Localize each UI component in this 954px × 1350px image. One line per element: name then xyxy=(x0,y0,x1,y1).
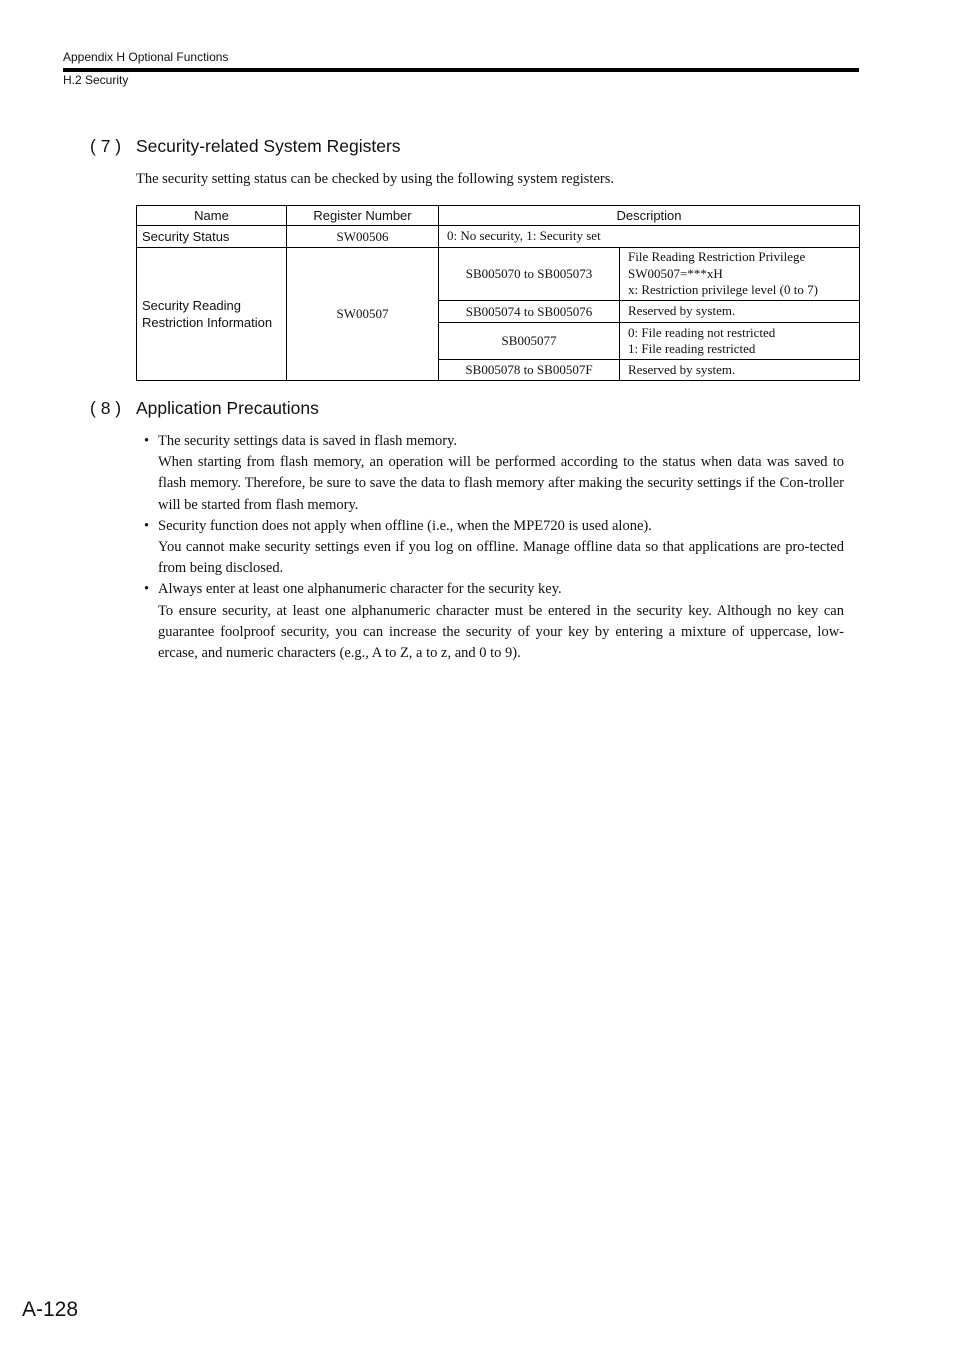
bullet-lead: Security function does not apply when offline (i.e., when the MPE720 is used alone). xyxy=(158,517,652,534)
cell-bit-range: SB005077 xyxy=(439,323,620,360)
section-7-number: ( 7 ) xyxy=(90,136,122,156)
description-line: 0: File reading not restricted xyxy=(628,324,776,340)
cell-bit-range: SB005074 to SB005076 xyxy=(439,301,620,323)
section-8-title: Application Precautions xyxy=(136,398,319,418)
description-line: x: Restriction privilege level (0 to 7) xyxy=(628,282,818,298)
section-7-title: Security-related System Registers xyxy=(136,136,401,156)
bullet-body: You cannot make security settings even if you log on offline. Manage offline data so that applications are pro-tected from being disclosed. xyxy=(158,539,844,577)
cell-name xyxy=(137,248,287,381)
cell-bit-range: SB005078 to SB00507F xyxy=(439,360,620,381)
description-line: SW00507=***xH xyxy=(628,265,723,281)
section-8-heading xyxy=(90,398,319,419)
bullet-lead: The security settings data is saved in flash memory. xyxy=(158,433,458,449)
precautions-list xyxy=(144,431,844,664)
column-header-description: Description xyxy=(439,206,860,226)
cell-name: Security Status xyxy=(137,226,287,248)
cell-bit-description xyxy=(620,360,860,381)
bullet-icon: • xyxy=(144,433,150,449)
cell-name-line: Restriction Information xyxy=(142,315,273,330)
page-number: A-128 xyxy=(22,1298,79,1321)
table-header-row xyxy=(137,206,860,226)
list-item xyxy=(144,579,844,664)
list-item xyxy=(144,431,844,516)
cell-bit-description xyxy=(620,323,860,360)
description-line: Reserved by system. xyxy=(628,303,736,319)
column-header-name: Name xyxy=(137,206,287,226)
bullet-body: When starting from flash memory, an operation will be performed according to the status when data was saved to flash memory. Therefore, be sure to save the data to flash memory after making the security settings if the Con-troller will be started from flash memory. xyxy=(158,454,844,513)
list-item xyxy=(144,516,844,580)
description-line: 1: File reading restricted xyxy=(628,341,756,356)
cell-register: SW00507 xyxy=(287,248,439,381)
bullet-icon: • xyxy=(144,517,150,534)
cell-bit-description xyxy=(620,301,860,323)
section-7-heading xyxy=(90,136,401,157)
system-registers-table xyxy=(136,205,860,381)
bullet-icon: • xyxy=(144,581,150,598)
header-chapter: Appendix H Optional Functions xyxy=(63,50,229,64)
cell-name-line: Security Reading xyxy=(142,298,241,313)
description-line: File Reading Restriction Privilege xyxy=(628,249,806,265)
table-row xyxy=(137,248,860,301)
cell-register: SW00506 xyxy=(287,226,439,248)
section-7-intro: The security setting status can be checked by using the following system registers. xyxy=(136,171,614,187)
description-line: Reserved by system. xyxy=(628,361,736,377)
header-rule xyxy=(63,68,859,72)
bullet-body: To ensure security, at least one alphanumeric character must be entered in the security key. Although no key can guarantee foolproof security, you can increase the security of your key by entering a mixture of uppercase, low-ercase, and numeric characters (e.g., A to Z, a to z, and 0 to 9). xyxy=(158,602,844,662)
cell-description: 0: No security, 1: Security set xyxy=(439,226,860,248)
cell-bit-description xyxy=(620,248,860,301)
header-section: H.2 Security xyxy=(63,73,129,87)
table-row xyxy=(137,226,860,248)
bullet-lead: Always enter at least one alphanumeric character for the security key. xyxy=(158,581,562,598)
cell-bit-range: SB005070 to SB005073 xyxy=(439,248,620,301)
section-8-number: ( 8 ) xyxy=(90,398,122,418)
column-header-register: Register Number xyxy=(287,206,439,226)
